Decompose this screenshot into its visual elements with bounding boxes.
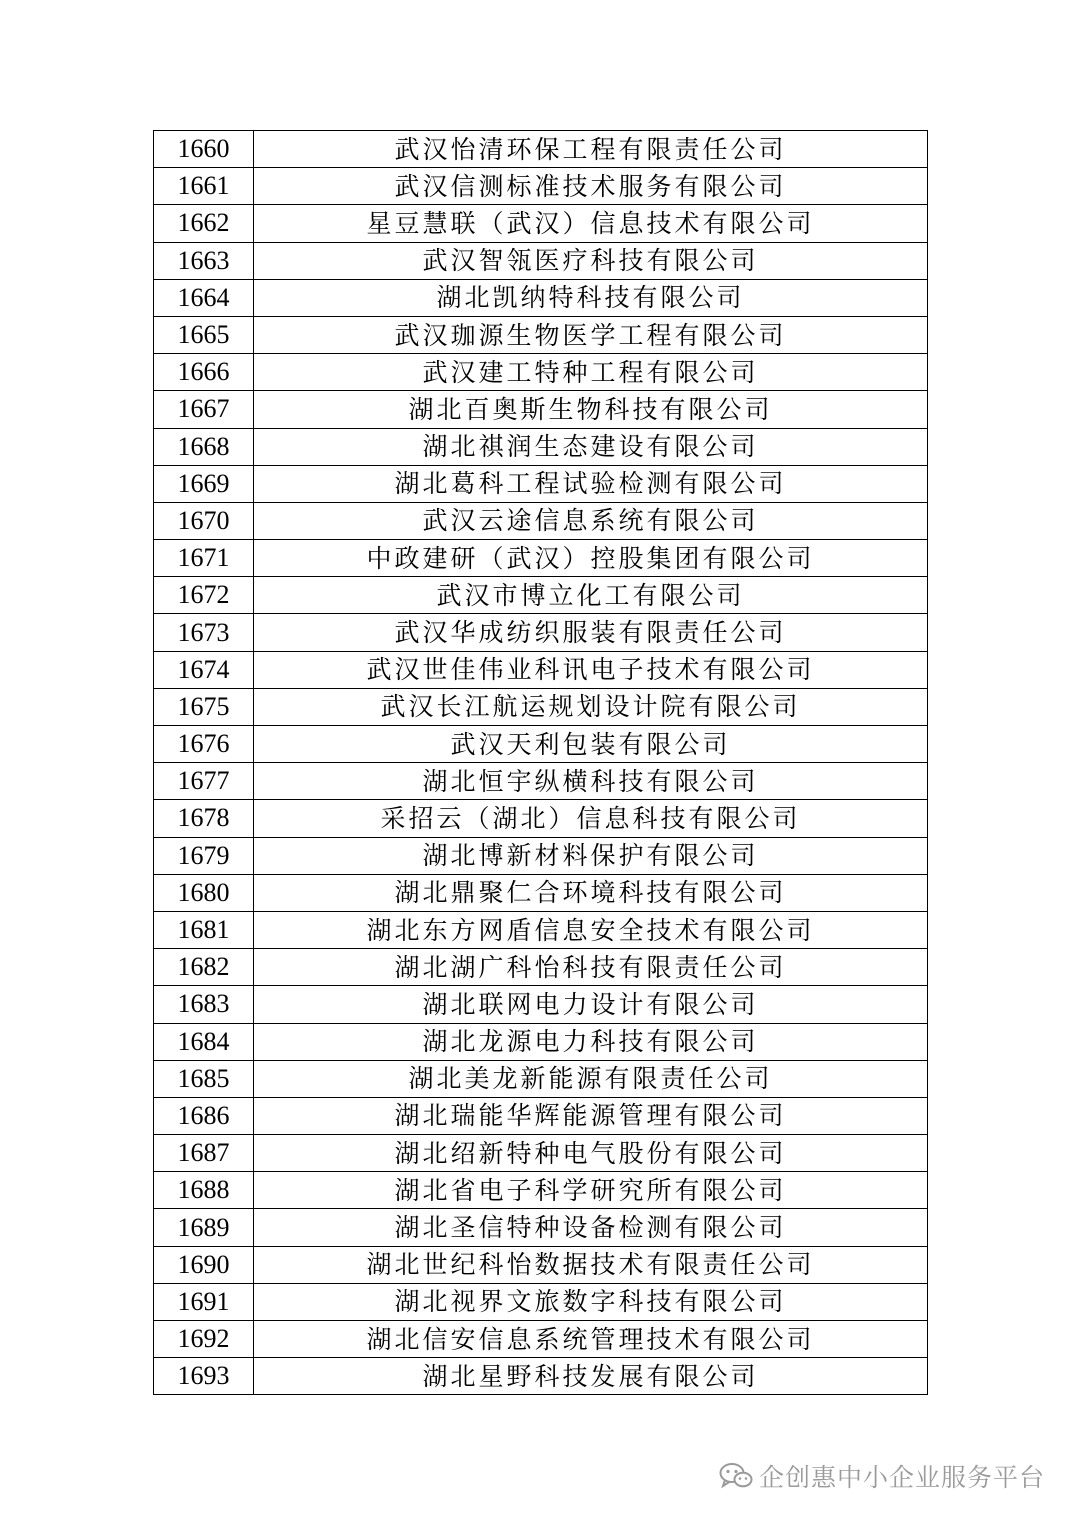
- company-name: 湖北瑞能华辉能源管理有限公司: [254, 1097, 928, 1134]
- row-number: 1682: [154, 949, 254, 986]
- table-row: [154, 1209, 928, 1246]
- row-number: 1691: [154, 1283, 254, 1320]
- company-name: 湖北省电子科学研究所有限公司: [254, 1172, 928, 1209]
- row-number: 1676: [154, 726, 254, 763]
- row-number: 1692: [154, 1321, 254, 1358]
- table-row: [154, 874, 928, 911]
- company-name: 采招云（湖北）信息科技有限公司: [254, 800, 928, 837]
- watermark-text: 企创惠中小企业服务平台: [758, 1463, 1045, 1492]
- company-name: 湖北世纪科怡数据技术有限责任公司: [254, 1246, 928, 1283]
- row-number: 1668: [154, 428, 254, 465]
- table-row: [154, 1321, 928, 1358]
- company-name: 湖北星野科技发展有限公司: [254, 1358, 928, 1395]
- table-row: [154, 540, 928, 577]
- company-name: 武汉建工特种工程有限公司: [254, 354, 928, 391]
- table-row: [154, 800, 928, 837]
- table-row: [154, 614, 928, 651]
- row-number: 1660: [154, 131, 254, 168]
- table-row: [154, 1135, 928, 1172]
- table-row: [154, 1358, 928, 1395]
- company-name: 湖北圣信特种设备检测有限公司: [254, 1209, 928, 1246]
- company-name: 湖北百奥斯生物科技有限公司: [254, 391, 928, 428]
- company-name: 湖北博新材料保护有限公司: [254, 837, 928, 874]
- company-name: 中政建研（武汉）控股集团有限公司: [254, 540, 928, 577]
- table-row: [154, 502, 928, 539]
- table-row: [154, 1246, 928, 1283]
- row-number: 1662: [154, 205, 254, 242]
- company-list-table: [153, 130, 928, 1395]
- table-row: [154, 911, 928, 948]
- company-name: 湖北鼎聚仁合环境科技有限公司: [254, 874, 928, 911]
- table-row: [154, 428, 928, 465]
- company-name: 湖北祺润生态建设有限公司: [254, 428, 928, 465]
- company-name: 湖北联网电力设计有限公司: [254, 986, 928, 1023]
- row-number: 1678: [154, 800, 254, 837]
- company-name: 武汉市博立化工有限公司: [254, 577, 928, 614]
- company-name: 湖北东方网盾信息安全技术有限公司: [254, 911, 928, 948]
- table-row: [154, 354, 928, 391]
- row-number: 1688: [154, 1172, 254, 1209]
- company-name: 武汉长江航运规划设计院有限公司: [254, 688, 928, 725]
- row-number: 1667: [154, 391, 254, 428]
- row-number: 1685: [154, 1060, 254, 1097]
- row-number: 1687: [154, 1135, 254, 1172]
- table-row: [154, 763, 928, 800]
- table-row: [154, 949, 928, 986]
- company-name: 湖北凯纳特科技有限公司: [254, 279, 928, 316]
- row-number: 1666: [154, 354, 254, 391]
- wechat-icon: [719, 1462, 753, 1490]
- row-number: 1665: [154, 316, 254, 353]
- row-number: 1669: [154, 465, 254, 502]
- row-number: 1686: [154, 1097, 254, 1134]
- row-number: 1679: [154, 837, 254, 874]
- company-name: 湖北恒宇纵横科技有限公司: [254, 763, 928, 800]
- table-body: [154, 131, 928, 1395]
- row-number: 1684: [154, 1023, 254, 1060]
- company-name: 湖北湖广科怡科技有限责任公司: [254, 949, 928, 986]
- row-number: 1674: [154, 651, 254, 688]
- company-name: 武汉云途信息系统有限公司: [254, 502, 928, 539]
- table-row: [154, 688, 928, 725]
- row-number: 1664: [154, 279, 254, 316]
- table-row: [154, 131, 928, 168]
- company-name: 湖北视界文旅数字科技有限公司: [254, 1283, 928, 1320]
- table-row: [154, 986, 928, 1023]
- row-number: 1677: [154, 763, 254, 800]
- table-row: [154, 1023, 928, 1060]
- table-row: [154, 1283, 928, 1320]
- watermark: [719, 1458, 1045, 1494]
- row-number: 1681: [154, 911, 254, 948]
- company-name: 湖北龙源电力科技有限公司: [254, 1023, 928, 1060]
- row-number: 1680: [154, 874, 254, 911]
- company-name: 武汉怡清环保工程有限责任公司: [254, 131, 928, 168]
- company-name: 武汉智瓴医疗科技有限公司: [254, 242, 928, 279]
- table-row: [154, 1060, 928, 1097]
- row-number: 1689: [154, 1209, 254, 1246]
- row-number: 1671: [154, 540, 254, 577]
- table-row: [154, 651, 928, 688]
- company-name: 湖北信安信息系统管理技术有限公司: [254, 1321, 928, 1358]
- table-row: [154, 168, 928, 205]
- row-number: 1663: [154, 242, 254, 279]
- table-row: [154, 1172, 928, 1209]
- row-number: 1661: [154, 168, 254, 205]
- table-row: [154, 465, 928, 502]
- company-name: 武汉珈源生物医学工程有限公司: [254, 316, 928, 353]
- company-name: 湖北葛科工程试验检测有限公司: [254, 465, 928, 502]
- company-name: 星豆慧联（武汉）信息技术有限公司: [254, 205, 928, 242]
- company-name: 武汉信测标准技术服务有限公司: [254, 168, 928, 205]
- table-row: [154, 242, 928, 279]
- table-row: [154, 837, 928, 874]
- company-name: 湖北绍新特种电气股份有限公司: [254, 1135, 928, 1172]
- company-name: 武汉华成纺织服装有限责任公司: [254, 614, 928, 651]
- table-row: [154, 577, 928, 614]
- table-row: [154, 205, 928, 242]
- row-number: 1690: [154, 1246, 254, 1283]
- table-row: [154, 391, 928, 428]
- table-row: [154, 1097, 928, 1134]
- row-number: 1672: [154, 577, 254, 614]
- table-row: [154, 726, 928, 763]
- company-name: 湖北美龙新能源有限责任公司: [254, 1060, 928, 1097]
- row-number: 1675: [154, 688, 254, 725]
- row-number: 1670: [154, 502, 254, 539]
- table-row: [154, 316, 928, 353]
- company-name: 武汉天利包装有限公司: [254, 726, 928, 763]
- row-number: 1683: [154, 986, 254, 1023]
- row-number: 1693: [154, 1358, 254, 1395]
- table-row: [154, 279, 928, 316]
- row-number: 1673: [154, 614, 254, 651]
- company-name: 武汉世佳伟业科讯电子技术有限公司: [254, 651, 928, 688]
